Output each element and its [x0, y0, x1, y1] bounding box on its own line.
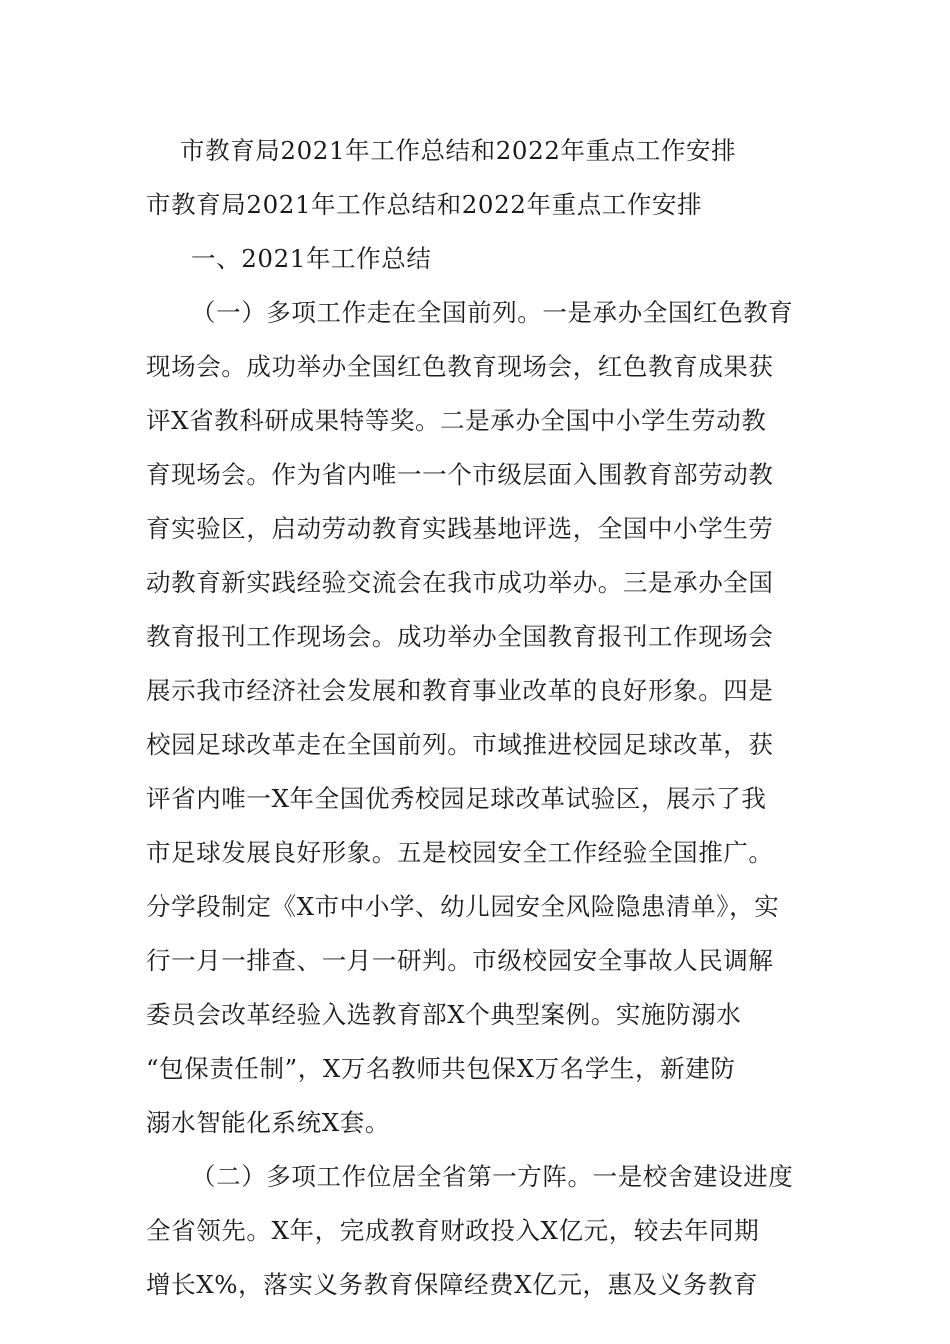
paragraph-line: 行一月一排查、一月一研判。市级校园安全事故人民调解: [146, 946, 774, 975]
paragraph-line: 现场会。成功举办全国红色教育现场会，红色教育成果获: [146, 352, 774, 381]
paragraph-line: 分学段制定《X市中小学、幼儿园安全风险隐患清单》，实: [146, 892, 780, 921]
paragraph-line: 动教育新实践经验交流会在我市成功举办。三是承办全国: [146, 568, 774, 597]
paragraph-line: 溺水智能化系统X套。: [146, 1108, 390, 1137]
paragraph-line: 评X省教科研成果特等奖。二是承办全国中小学生劳动教: [146, 406, 767, 435]
paragraph-line: 育实验区，启动劳动教育实践基地评选，全国中小学生劳: [146, 514, 774, 543]
paragraph-line: 校园足球改革走在全国前列。市域推进校园足球改革，获: [146, 730, 774, 759]
paragraph-1: [146, 286, 806, 1150]
paragraph-2: [146, 1150, 806, 1312]
document-subtitle: 市教育局2021年工作总结和2022年重点工作安排: [146, 190, 703, 219]
document-body: [146, 124, 806, 1312]
paragraph-line: 市足球发展良好形象。五是校园安全工作经验全国推广。: [146, 838, 774, 867]
paragraph-line: 教育报刊工作现场会。成功举办全国教育报刊工作现场会: [146, 622, 774, 651]
paragraph-line: （一）多项工作走在全国前列。一是承办全国红色教育: [191, 298, 794, 327]
paragraph-line: 增长X%，落实义务教育保障经费X亿元，惠及义务教育: [146, 1270, 759, 1299]
section-heading: 一、2021年工作总结: [191, 244, 432, 273]
paragraph-line: （二）多项工作位居全省第一方阵。一是校舍建设进度: [191, 1162, 794, 1191]
paragraph-line: 展示我市经济社会发展和教育事业改革的良好形象。四是: [146, 676, 774, 705]
paragraph-line: 委员会改革经验入选教育部X个典型案例。实施防溺水: [146, 1000, 742, 1029]
paragraph-line: 评省内唯一X年全国优秀校园足球改革试验区，展示了我: [146, 784, 767, 813]
paragraph-line: “包保责任制”，X万名教师共包保X万名学生，新建防: [146, 1054, 736, 1083]
paragraph-line: 全省领先。X年，完成教育财政投入X亿元，较去年同期: [146, 1216, 760, 1245]
document-title: 市教育局2021年工作总结和2022年重点工作安排: [180, 136, 737, 165]
paragraph-line: 育现场会。作为省内唯一一个市级层面入围教育部劳动教: [146, 460, 774, 489]
